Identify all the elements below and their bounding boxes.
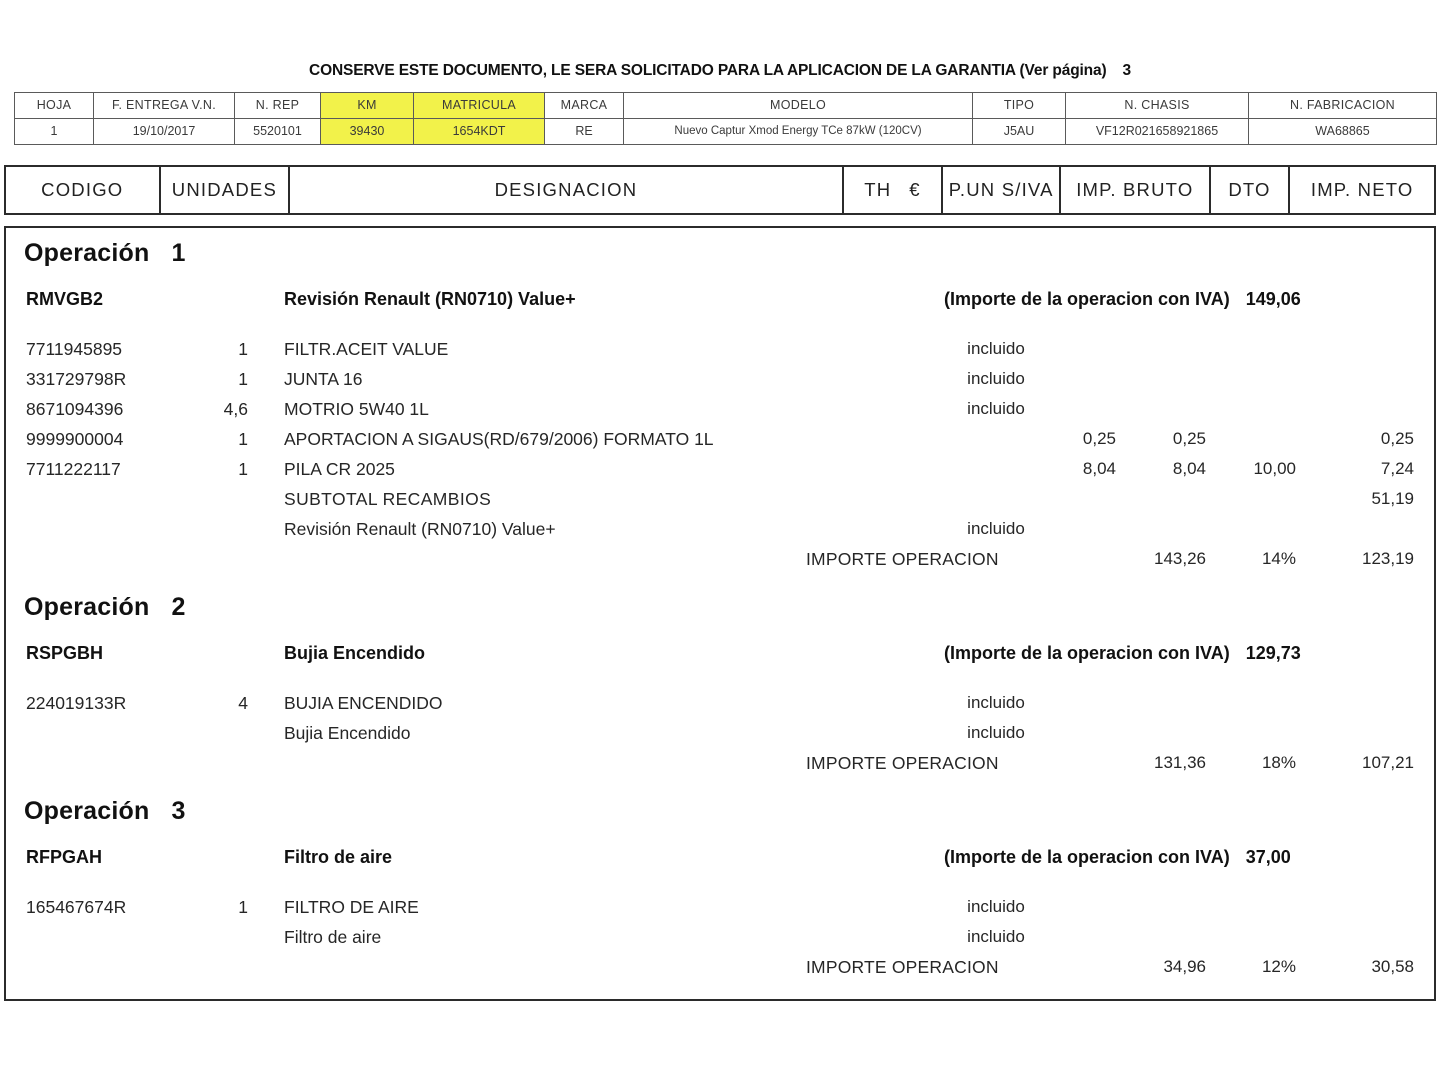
operation-description: Filtro de aire (284, 847, 393, 867)
operation-title-label: Operación (24, 593, 150, 621)
line-item-designacion: BUJIA ENCENDIDO (284, 693, 443, 713)
value-fecha-entrega: 19/10/2017 (94, 119, 235, 145)
col-header-th-euro (844, 167, 944, 213)
operation-total-row (6, 952, 1434, 982)
header-modelo: MODELO (624, 93, 973, 119)
line-item-designacion: FILTRO DE AIRE (284, 897, 419, 917)
line-item-imp-neto: 0,25 (1380, 429, 1414, 448)
line-item-codigo: 224019133R (26, 693, 127, 713)
header-tipo: TIPO (973, 93, 1066, 119)
line-item-unidades: 1 (238, 459, 248, 479)
operation-importe-value: 37,00 (1245, 847, 1291, 867)
operation-title-label: Operación (24, 239, 150, 267)
line-item-codigo: 331729798R (26, 369, 127, 389)
line-item-row (6, 334, 1434, 364)
line-item-designacion: JUNTA 16 (284, 369, 363, 389)
line-item-row (6, 688, 1434, 718)
header-hoja: HOJA (15, 93, 94, 119)
line-item-row (6, 718, 1434, 748)
operation-total-row (6, 748, 1434, 778)
vehicle-header-row (15, 93, 1437, 119)
operation-title-row (6, 794, 1434, 828)
col-header-pun-siva: P.UN S/IVA (943, 167, 1061, 213)
value-marca: RE (545, 119, 624, 145)
line-item-designacion: Filtro de aire (284, 927, 382, 947)
operation-total-dto: 12% (1261, 957, 1296, 976)
header-matricula: MATRICULA (414, 93, 545, 119)
header-n-chasis: N. CHASIS (1066, 93, 1249, 119)
line-item-pun-siva: 0,25 (1082, 429, 1116, 448)
operation-importe-label: (Importe de la operacion con IVA) (944, 289, 1230, 309)
operation-total-neto: 30,58 (1371, 957, 1414, 976)
col-header-unidades: UNIDADES (161, 167, 291, 213)
line-item-row (6, 424, 1434, 454)
operation-total-row (6, 544, 1434, 574)
col-header-dto: DTO (1211, 167, 1291, 213)
header-km: KM (321, 93, 414, 119)
line-item-row (6, 484, 1434, 514)
line-item-designacion: Bujia Encendido (284, 723, 411, 743)
line-item-imp-neto: 51,19 (1371, 489, 1414, 508)
line-item-unidades: 1 (238, 369, 248, 389)
line-item-codigo: 7711222117 (26, 459, 121, 479)
operation-total-label: IMPORTE OPERACION (806, 957, 999, 977)
line-item-th: incluido (967, 399, 1025, 418)
operation-code: RSPGBH (26, 643, 104, 663)
line-item-designacion: FILTR.ACEIT VALUE (284, 339, 449, 359)
line-item-designacion: PILA CR 2025 (284, 459, 395, 479)
line-item-row (6, 892, 1434, 922)
operation-importe-value: 149,06 (1245, 289, 1301, 309)
col-header-designacion: DESIGNACION (290, 167, 843, 213)
col-header-imp-bruto: IMP. BRUTO (1061, 167, 1211, 213)
header-fecha-entrega: F. ENTREGA V.N. (94, 93, 235, 119)
line-item-imp-neto: 7,24 (1380, 459, 1414, 478)
line-item-unidades: 1 (238, 339, 248, 359)
header-n-fabricacion: N. FABRICACION (1249, 93, 1437, 119)
line-item-unidades: 4 (238, 693, 248, 713)
warranty-notice-page-number: 3 (1122, 62, 1131, 79)
operation-total-label: IMPORTE OPERACION (806, 549, 999, 569)
col-header-euro: € (909, 179, 921, 200)
value-n-rep: 5520101 (235, 119, 321, 145)
warranty-notice (0, 62, 1440, 80)
operation-total-label: IMPORTE OPERACION (806, 753, 999, 773)
operation-importe-con-iva (944, 638, 1301, 668)
col-header-imp-neto: IMP. NETO (1310, 179, 1414, 200)
line-item-th: incluido (967, 723, 1025, 742)
operation-title-row (6, 590, 1434, 624)
line-item-row (6, 454, 1434, 484)
line-items-rows (6, 228, 1434, 999)
line-item-codigo: 7711945895 (26, 339, 123, 359)
line-item-th: incluido (967, 927, 1025, 946)
line-item-th: incluido (967, 897, 1025, 916)
operation-summary-row (6, 638, 1434, 668)
operation-importe-value: 129,73 (1245, 643, 1301, 663)
operation-number: 1 (171, 239, 186, 267)
operation-title-label: Operación (24, 797, 150, 825)
line-item-codigo: 9999900004 (26, 429, 124, 449)
line-item-pun-siva: 8,04 (1082, 459, 1116, 478)
value-km: 39430 (321, 119, 414, 145)
operation-importe-label: (Importe de la operacion con IVA) (944, 847, 1230, 867)
operation-total-bruto: 143,26 (1154, 549, 1206, 568)
line-item-unidades: 1 (238, 897, 248, 917)
col-header-codigo: CODIGO (6, 167, 161, 213)
line-item-th: incluido (967, 339, 1025, 358)
line-item-designacion: Revisión Renault (RN0710) Value+ (284, 519, 556, 539)
line-item-designacion: APORTACION A SIGAUS(RD/679/2006) FORMATO 1L (284, 429, 714, 449)
value-modelo: Nuevo Captur Xmod Energy TCe 87kW (120CV) (624, 119, 973, 145)
value-tipo: J5AU (973, 119, 1066, 145)
line-item-th: incluido (967, 693, 1025, 712)
operation-summary-row (6, 284, 1434, 314)
operation-title (24, 236, 186, 270)
col-header-th: TH (864, 179, 892, 200)
operation-total-bruto: 34,96 (1163, 957, 1206, 976)
value-n-chasis: VF12R021658921865 (1066, 119, 1249, 145)
operation-total-dto: 14% (1261, 549, 1296, 568)
line-items-body (4, 226, 1436, 1001)
operation-total-dto: 18% (1261, 753, 1296, 772)
operation-title-row (6, 236, 1434, 270)
operation-title (24, 794, 186, 828)
line-item-th: incluido (967, 519, 1025, 538)
line-item-imp-bruto: 8,04 (1172, 459, 1206, 478)
operation-total-neto: 123,19 (1362, 549, 1414, 568)
line-item-row (6, 922, 1434, 952)
line-item-unidades: 1 (238, 429, 248, 449)
line-item-codigo: 8671094396 (26, 399, 124, 419)
line-item-row (6, 364, 1434, 394)
header-n-rep: N. REP (235, 93, 321, 119)
line-items-column-headers (4, 165, 1436, 215)
value-matricula: 1654KDT (414, 119, 545, 145)
line-item-codigo: 165467674R (26, 897, 127, 917)
line-item-subtotal-label: SUBTOTAL RECAMBIOS (284, 489, 492, 509)
vehicle-value-row (15, 119, 1437, 145)
line-item-th: incluido (967, 369, 1025, 388)
header-marca: MARCA (545, 93, 624, 119)
operation-description: Revisión Renault (RN0710) Value+ (284, 289, 576, 309)
operation-total-bruto: 131,36 (1154, 753, 1206, 772)
line-item-designacion: MOTRIO 5W40 1L (284, 399, 429, 419)
vehicle-header-table (14, 92, 1437, 145)
operation-number: 2 (171, 593, 186, 621)
line-item-row (6, 514, 1434, 544)
value-hoja: 1 (15, 119, 94, 145)
operation-number: 3 (171, 797, 186, 825)
operation-importe-con-iva (944, 284, 1301, 314)
operation-summary-row (6, 842, 1434, 872)
value-n-fabricacion: WA68865 (1249, 119, 1437, 145)
operation-code: RFPGAH (26, 847, 102, 867)
line-item-dto: 10,00 (1253, 459, 1296, 478)
line-item-unidades: 4,6 (223, 399, 248, 419)
operation-importe-con-iva (944, 842, 1291, 872)
line-item-imp-bruto: 0,25 (1172, 429, 1206, 448)
operation-total-neto: 107,21 (1362, 753, 1414, 772)
operation-title (24, 590, 186, 624)
operation-description: Bujia Encendido (284, 643, 426, 663)
operation-code: RMVGB2 (26, 289, 104, 309)
operation-importe-label: (Importe de la operacion con IVA) (944, 643, 1230, 663)
warranty-notice-text: CONSERVE ESTE DOCUMENTO, LE SERA SOLICITADO PARA LA APLICACION DE LA GARANTIA (Ver página) (309, 62, 1107, 79)
line-item-row (6, 394, 1434, 424)
